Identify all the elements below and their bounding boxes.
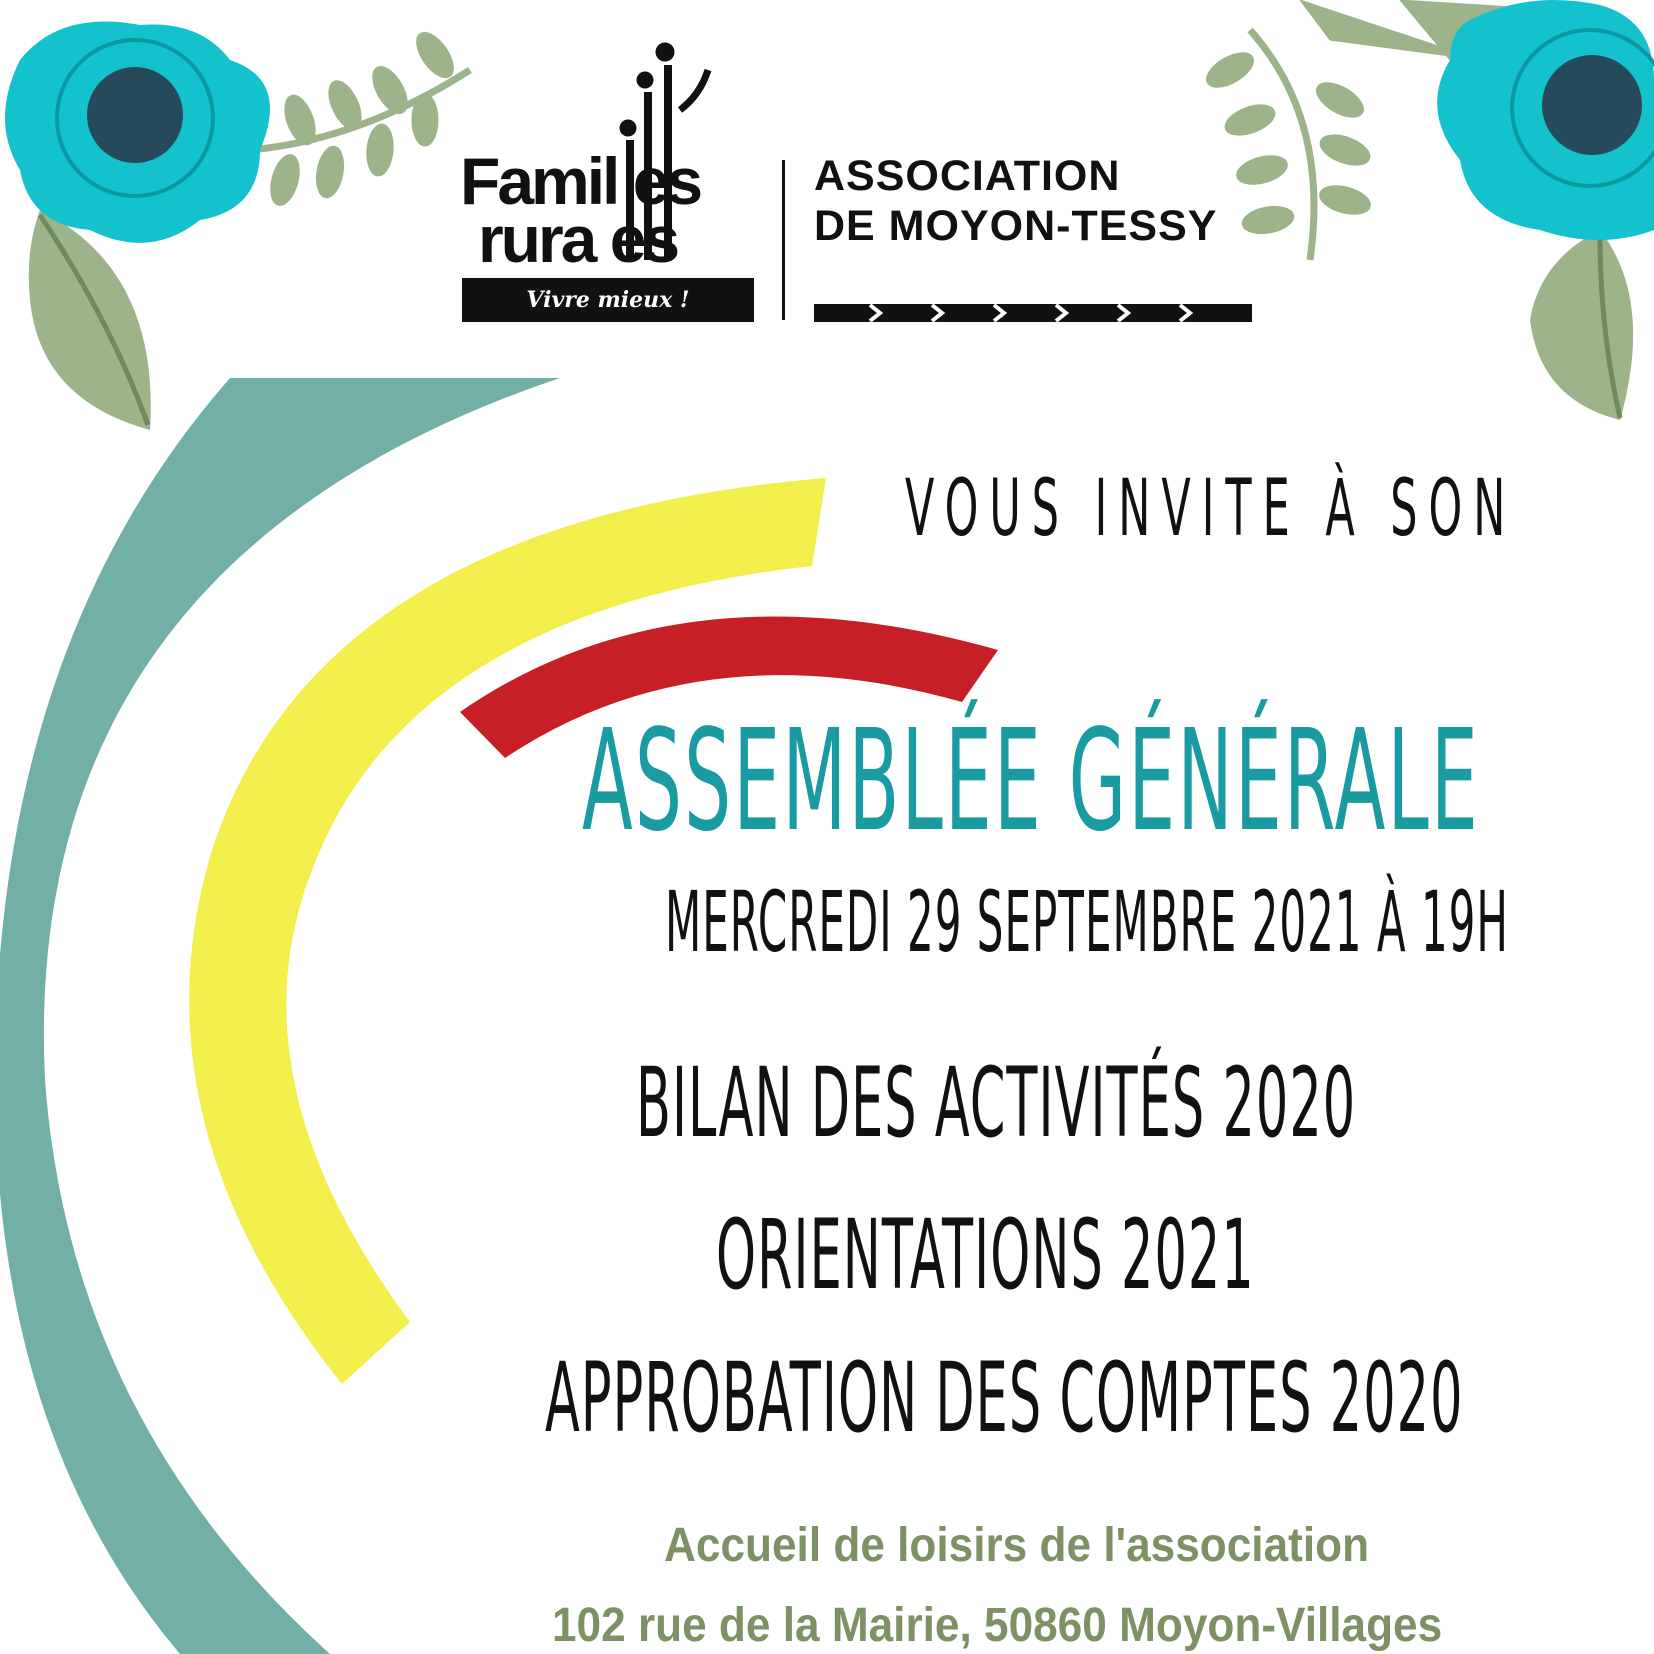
venue-name: Accueil de loisirs de l'association <box>664 1519 1370 1572</box>
logo-word-familles: Famil es <box>460 144 701 218</box>
venue-address: 102 rue de la Mairie, 50860 Moyon-Villages <box>552 1599 1443 1652</box>
agenda-item: ORIENTATIONS 2021 <box>716 1199 1255 1311</box>
association-name: DE MOYON-TESSY <box>814 202 1218 250</box>
agenda-item: APPROBATION DES COMPTES 2020 <box>545 1342 1464 1454</box>
logo-word-rurales: rura es <box>478 202 678 276</box>
logo-tagline: Vivre mieux ! <box>462 278 754 322</box>
top-left-flower-icon <box>5 22 270 243</box>
agenda-item: BILAN DES ACTIVITÉS 2020 <box>636 1047 1357 1159</box>
association-label: ASSOCIATION <box>814 152 1121 200</box>
top-left-leaf-icon <box>29 210 151 430</box>
arrow-strip-icon <box>814 304 1252 322</box>
event-title: ASSEMBLÉE GÉNÉRALE <box>582 700 1480 863</box>
invitation-intro: VOUS INVITE À SON <box>905 464 1517 554</box>
event-date: MERCREDI 29 SEPTEMBRE 2021 À 19H <box>665 873 1509 971</box>
top-left-branch-icon <box>250 26 470 208</box>
top-right-leaf-icon <box>1530 230 1633 420</box>
top-right-flower-icon <box>1437 0 1654 240</box>
logo-divider <box>782 160 785 320</box>
